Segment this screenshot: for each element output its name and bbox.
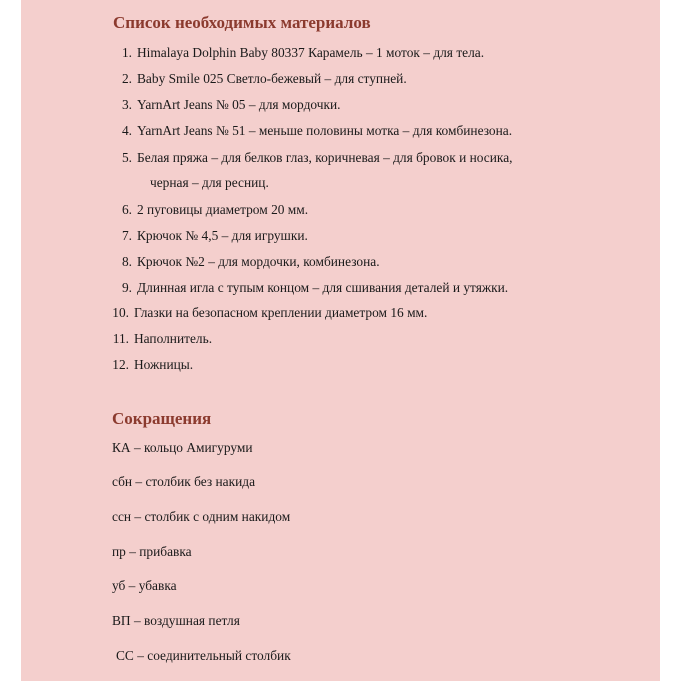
list-item-number: 5. [121, 150, 132, 165]
list-item-number: 1. [121, 45, 132, 60]
list-item-number: 2. [121, 71, 132, 86]
abbreviation-item: КА – кольцо Амигуруми [112, 440, 253, 455]
list-item-number: 3. [121, 97, 132, 112]
list-item-text: Наполнитель. [134, 331, 213, 346]
list-item-text: Ножницы. [134, 357, 194, 372]
document-page [21, 0, 660, 681]
list-item-number: 6. [121, 202, 132, 217]
list-item-number: 10. [112, 305, 129, 320]
list-item-text: Крючок № 4,5 – для игрушки. [137, 228, 308, 243]
list-item-text: Глазки на безопасном креплении диаметром 16 мм. [134, 305, 428, 320]
abbreviation-item: пр – прибавка [112, 544, 192, 559]
list-item-number: 4. [121, 123, 132, 138]
list-item-number: 12. [112, 357, 129, 372]
list-item-number: 9. [121, 280, 132, 295]
list-item-number: 8. [121, 254, 132, 269]
abbreviation-item: уб – убавка [112, 578, 177, 593]
abbreviations-heading: Сокращения [112, 409, 212, 428]
list-item-text: 2 пуговицы диаметром 20 мм. [137, 202, 309, 217]
list-item-text: Белая пряжа – для белков глаз, коричневая – для бровок и носика, [137, 150, 513, 165]
materials-heading: Список необходимых материалов [113, 13, 371, 32]
list-item-number: 11. [112, 331, 129, 346]
list-item-text: YarnArt Jeans № 51 – меньше половины мотка – для комбинезона. [137, 123, 513, 138]
abbreviation-item: сбн – столбик без накида [112, 474, 256, 489]
abbreviation-item: ссн – столбик с одним накидом [112, 509, 291, 524]
list-item-continuation: черная – для ресниц. [150, 175, 269, 190]
list-item-text: Крючок №2 – для мордочки, комбинезона. [137, 254, 380, 269]
list-item-text: YarnArt Jeans № 05 – для мордочки. [137, 97, 341, 112]
abbreviation-item: СС – соединительный столбик [116, 648, 291, 663]
list-item-number: 7. [121, 228, 132, 243]
list-item-text: Himalaya Dolphin Baby 80337 Карамель – 1 моток – для тела. [137, 45, 485, 60]
list-item-text: Baby Smile 025 Светло-бежевый – для ступней. [137, 71, 407, 86]
list-item-text: Длинная игла с тупым концом – для сшивания деталей и утяжки. [137, 280, 509, 295]
abbreviation-item: ВП – воздушная петля [112, 613, 240, 628]
